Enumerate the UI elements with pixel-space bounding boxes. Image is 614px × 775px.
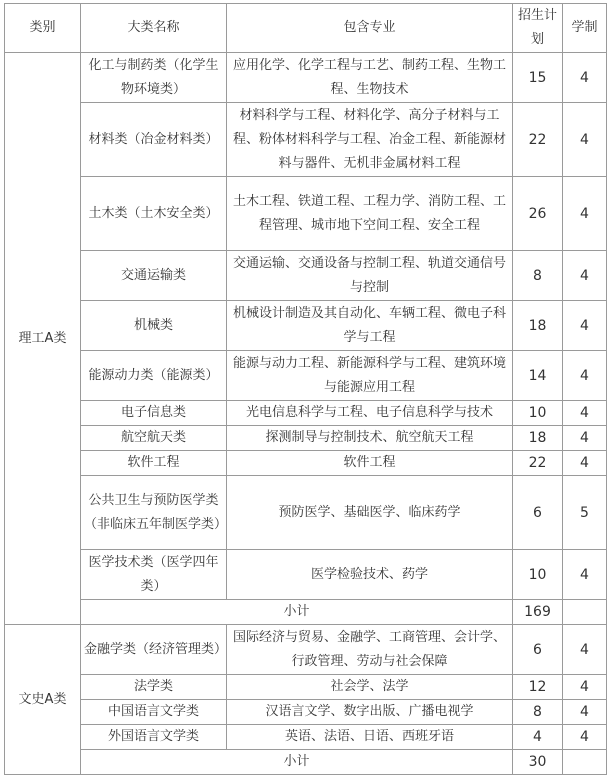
majors-cell: 光电信息科学与工程、电子信息科学与技术	[227, 401, 513, 426]
table-row	[5, 401, 607, 426]
majors-cell: 材料科学与工程、材料化学、高分子材料与工程、粉体材料科学与工程、冶金工程、新能源材料与器件、无机非金属材料工程	[227, 103, 513, 177]
major-class-cell: 土木类（土木安全类）	[81, 177, 227, 251]
subtotal-value: 30	[513, 750, 563, 775]
years-cell: 4	[563, 426, 607, 451]
table-row	[5, 625, 607, 675]
major-class-cell: 能源动力类（能源类）	[81, 351, 227, 401]
majors-cell: 机械设计制造及其自动化、车辆工程、微电子科学与工程	[227, 301, 513, 351]
major-class-cell: 化工与制药类（化学生物环境类）	[81, 53, 227, 103]
subtotal-years-empty	[563, 750, 607, 775]
subtotal-label: 小计	[81, 750, 513, 775]
years-cell: 4	[563, 177, 607, 251]
plan-cell: 4	[513, 725, 563, 750]
table-row	[5, 177, 607, 251]
major-class-cell: 航空航天类	[81, 426, 227, 451]
header-years: 学制	[563, 4, 607, 53]
majors-cell: 交通运输、交通设备与控制工程、轨道交通信号与控制	[227, 251, 513, 301]
major-class-cell: 金融学类（经济管理类）	[81, 625, 227, 675]
plan-cell: 18	[513, 426, 563, 451]
table-row	[5, 476, 607, 550]
subtotal-row	[5, 750, 607, 775]
major-class-cell: 医学技术类（医学四年类）	[81, 550, 227, 600]
plan-cell: 22	[513, 103, 563, 177]
subtotal-row	[5, 600, 607, 625]
table-row	[5, 53, 607, 103]
majors-cell: 英语、法语、日语、西班牙语	[227, 725, 513, 750]
years-cell: 5	[563, 476, 607, 550]
plan-cell: 10	[513, 550, 563, 600]
major-class-cell: 法学类	[81, 675, 227, 700]
header-major-class: 大类名称	[81, 4, 227, 53]
majors-cell: 应用化学、化学工程与工艺、制药工程、生物工程、生物技术	[227, 53, 513, 103]
plan-cell: 22	[513, 451, 563, 476]
majors-cell: 社会学、法学	[227, 675, 513, 700]
table-row	[5, 550, 607, 600]
category-arts: 文史A类	[5, 625, 81, 775]
plan-cell: 14	[513, 351, 563, 401]
table-row	[5, 103, 607, 177]
subtotal-value: 169	[513, 600, 563, 625]
header-majors: 包含专业	[227, 4, 513, 53]
header-category: 类别	[5, 4, 81, 53]
years-cell: 4	[563, 401, 607, 426]
years-cell: 4	[563, 451, 607, 476]
years-cell: 4	[563, 251, 607, 301]
major-class-cell: 公共卫生与预防医学类（非临床五年制医学类）	[81, 476, 227, 550]
years-cell: 4	[563, 351, 607, 401]
table-row	[5, 351, 607, 401]
plan-cell: 6	[513, 476, 563, 550]
years-cell: 4	[563, 103, 607, 177]
table-row	[5, 451, 607, 476]
major-class-cell: 电子信息类	[81, 401, 227, 426]
plan-cell: 10	[513, 401, 563, 426]
years-cell: 4	[563, 53, 607, 103]
majors-cell: 医学检验技术、药学	[227, 550, 513, 600]
admission-plan-table	[4, 3, 607, 775]
major-class-cell: 中国语言文学类	[81, 700, 227, 725]
major-class-cell: 机械类	[81, 301, 227, 351]
plan-cell: 15	[513, 53, 563, 103]
subtotal-label: 小计	[81, 600, 513, 625]
plan-cell: 6	[513, 625, 563, 675]
major-class-cell: 外国语言文学类	[81, 725, 227, 750]
plan-cell: 18	[513, 301, 563, 351]
table-row	[5, 301, 607, 351]
years-cell: 4	[563, 550, 607, 600]
majors-cell: 软件工程	[227, 451, 513, 476]
plan-cell: 12	[513, 675, 563, 700]
years-cell: 4	[563, 675, 607, 700]
major-class-cell: 软件工程	[81, 451, 227, 476]
table-row	[5, 725, 607, 750]
table-row	[5, 426, 607, 451]
majors-cell: 探测制导与控制技术、航空航天工程	[227, 426, 513, 451]
years-cell: 4	[563, 301, 607, 351]
majors-cell: 能源与动力工程、新能源科学与工程、建筑环境与能源应用工程	[227, 351, 513, 401]
years-cell: 4	[563, 625, 607, 675]
majors-cell: 国际经济与贸易、金融学、工商管理、会计学、行政管理、劳动与社会保障	[227, 625, 513, 675]
table-row	[5, 251, 607, 301]
subtotal-years-empty	[563, 600, 607, 625]
major-class-cell: 材料类（冶金材料类）	[81, 103, 227, 177]
category-sci: 理工A类	[5, 53, 81, 625]
majors-cell: 汉语言文学、数字出版、广播电视学	[227, 700, 513, 725]
plan-cell: 8	[513, 700, 563, 725]
table-row	[5, 675, 607, 700]
major-class-cell: 交通运输类	[81, 251, 227, 301]
header-plan: 招生计划	[513, 4, 563, 53]
plan-cell: 26	[513, 177, 563, 251]
majors-cell: 预防医学、基础医学、临床药学	[227, 476, 513, 550]
majors-cell: 土木工程、铁道工程、工程力学、消防工程、工程管理、城市地下空间工程、安全工程	[227, 177, 513, 251]
plan-cell: 8	[513, 251, 563, 301]
header-row	[5, 4, 607, 53]
years-cell: 4	[563, 700, 607, 725]
table-row	[5, 700, 607, 725]
years-cell: 4	[563, 725, 607, 750]
